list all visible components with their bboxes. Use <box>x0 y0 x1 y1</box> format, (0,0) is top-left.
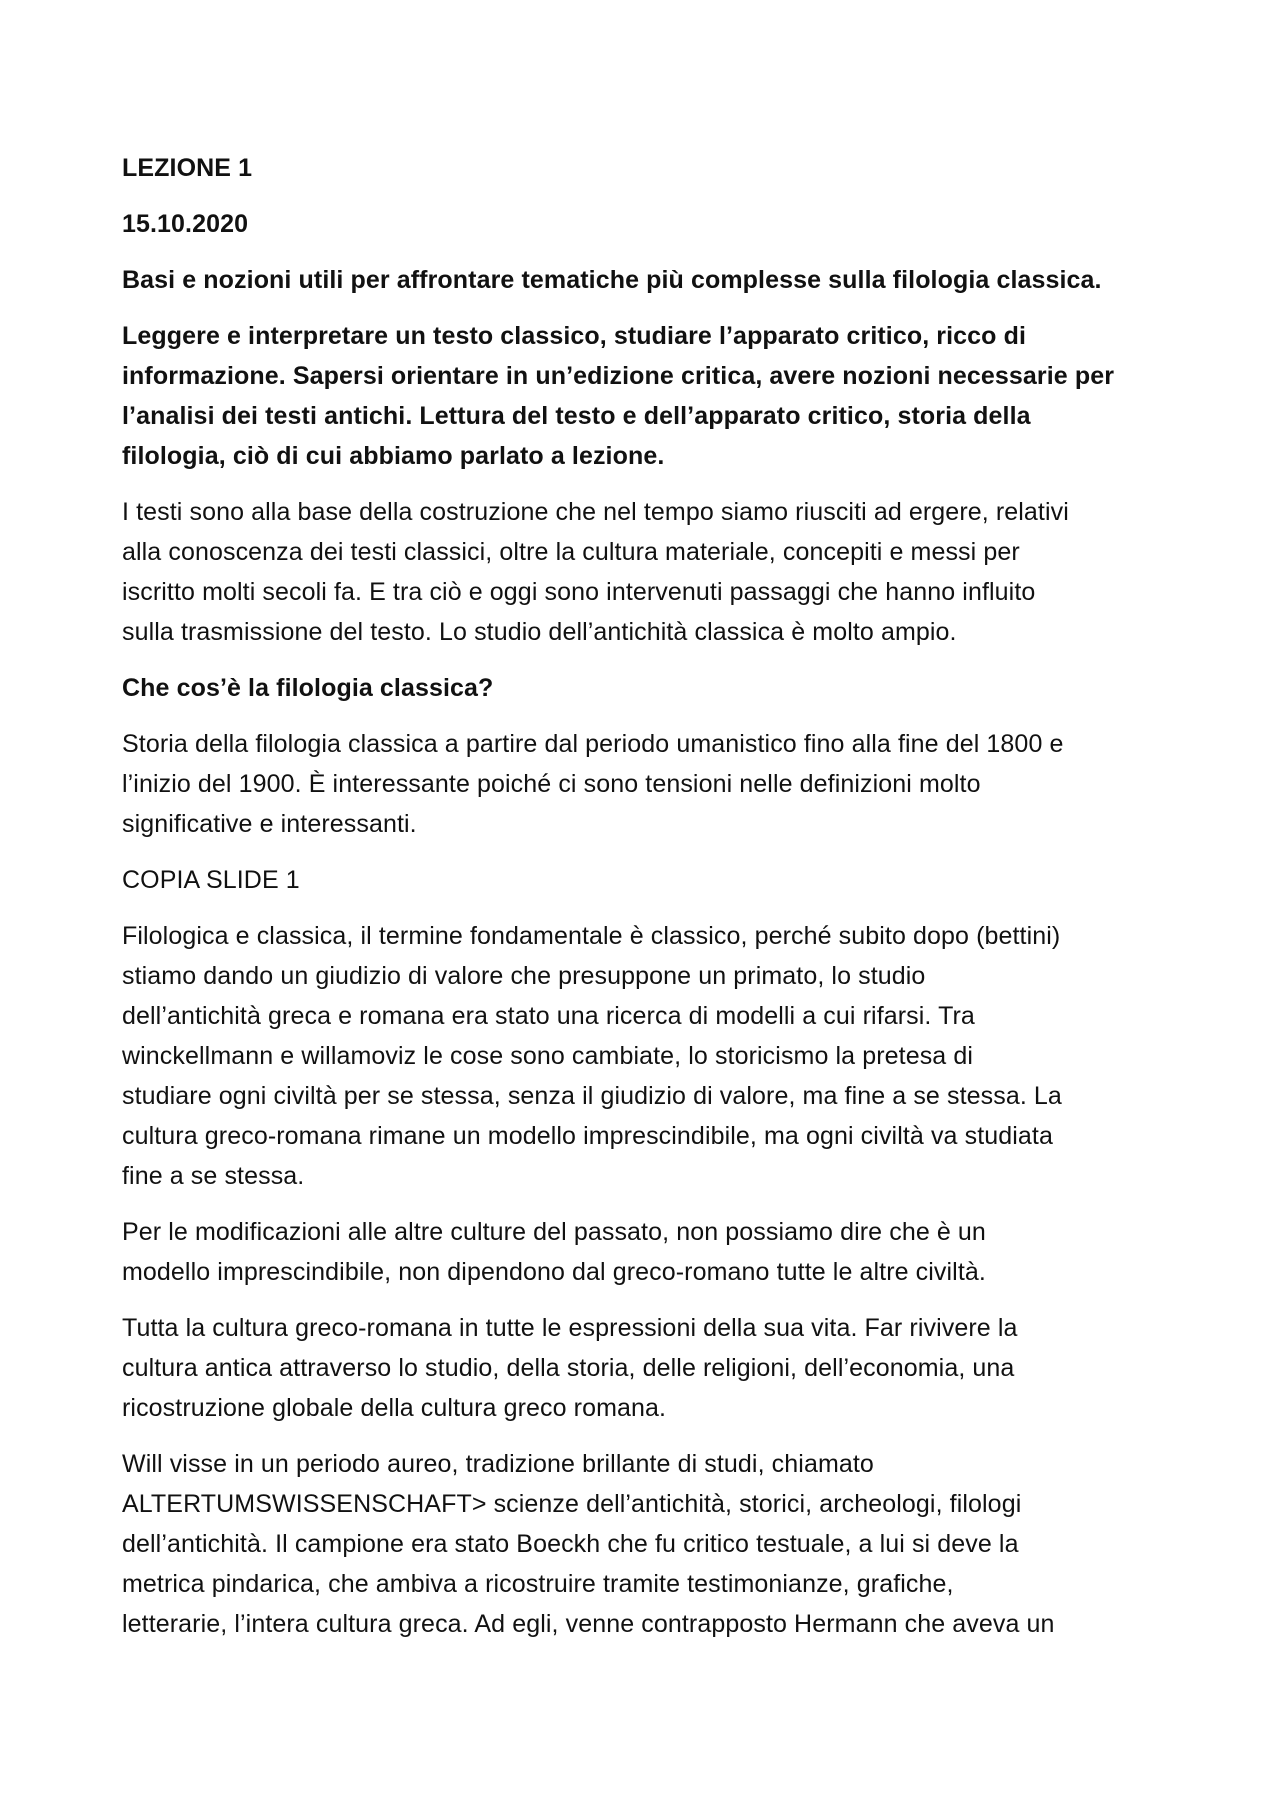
text-line: sulla trasmissione del testo. Lo studio dell’antichità classica è molto ampio. <box>122 618 957 646</box>
modifications-paragraph <box>122 1212 1172 1292</box>
text-line: fine a se stessa. <box>122 1162 305 1190</box>
text-line: Will visse in un periodo aureo, tradizione brillante di studi, chiamato <box>122 1450 874 1478</box>
document-page <box>122 148 1172 1660</box>
text-line: studiare ogni civiltà per se stessa, senza il giudizio di valore, ma fine a se stessa. La <box>122 1082 1062 1110</box>
text-line: cultura greco-romana rimane un modello imprescindibile, ma ogni civiltà va studiata <box>122 1122 1053 1150</box>
text-line: modello imprescindibile, non dipendono dal greco-romano tutte le altre civiltà. <box>122 1258 986 1286</box>
text-line: I testi sono alla base della costruzione che nel tempo siamo riusciti ad ergere, relativi <box>122 498 1069 526</box>
text-line: l’inizio del 1900. È interessante poiché ci sono tensioni nelle definizioni molto <box>122 770 981 798</box>
text-line: metrica pindarica, che ambiva a ricostruire tramite testimonianze, grafiche, <box>122 1570 954 1598</box>
text-line: winckellmann e willamoviz le cose sono cambiate, lo storicismo la pretesa di <box>122 1042 974 1070</box>
objectives-paragraph <box>122 316 1172 476</box>
text-line: alla conoscenza dei testi classici, oltre la cultura materiale, concepiti e messi per <box>122 538 1020 566</box>
text-line: filologia, ciò di cui abbiamo parlato a lezione. <box>122 442 665 470</box>
text-line: ricostruzione globale della cultura greco romana. <box>122 1394 667 1422</box>
slide-note: COPIA SLIDE 1 <box>122 866 300 894</box>
question-heading: Che cos’è la filologia classica? <box>122 674 494 702</box>
history-paragraph <box>122 724 1172 844</box>
text-line: letterarie, l’intera cultura greca. Ad egli, venne contrapposto Hermann che aveva un <box>122 1610 1055 1638</box>
text-line: ALTERTUMSWISSENSCHAFT> scienze dell’antichità, storici, archeologi, filologi <box>122 1490 1022 1518</box>
text-line: dell’antichità. Il campione era stato Boeckh che fu critico testuale, a lui si deve la <box>122 1530 1019 1558</box>
texts-paragraph <box>122 492 1172 652</box>
lesson-title: LEZIONE 1 <box>122 154 253 182</box>
text-line: iscritto molti secoli fa. E tra ciò e oggi sono intervenuti passaggi che hanno influito <box>122 578 1036 606</box>
intro-paragraph: Basi e nozioni utili per affrontare tematiche più complesse sulla filologia classica. <box>122 266 1102 294</box>
lesson-date: 15.10.2020 <box>122 210 249 238</box>
text-line: Per le modificazioni alle altre culture del passato, non possiamo dire che è un <box>122 1218 986 1246</box>
text-line: Storia della filologia classica a partire dal periodo umanistico fino alla fine del 1800 e <box>122 730 1064 758</box>
text-line: Tutta la cultura greco-romana in tutte le espressioni della sua vita. Far rivivere la <box>122 1314 1018 1342</box>
text-line: cultura antica attraverso lo studio, della storia, delle religioni, dell’economia, una <box>122 1354 1015 1382</box>
text-line: Leggere e interpretare un testo classico, studiare l’apparato critico, ricco di <box>122 322 1027 350</box>
culture-paragraph <box>122 1308 1172 1428</box>
text-line: dell’antichità greca e romana era stato una ricerca di modelli a cui rifarsi. Tra <box>122 1002 975 1030</box>
text-line: informazione. Sapersi orientare in un’edizione critica, avere nozioni necessarie per <box>122 362 1115 390</box>
text-line: significative e interessanti. <box>122 810 417 838</box>
text-line: Filologica e classica, il termine fondamentale è classico, perché subito dopo (bettini) <box>122 922 1061 950</box>
text-line: l’analisi dei testi antichi. Lettura del testo e dell’apparato critico, storia della <box>122 402 1031 430</box>
text-line: stiamo dando un giudizio di valore che presuppone un primato, lo studio <box>122 962 926 990</box>
will-paragraph <box>122 1444 1172 1644</box>
classical-paragraph <box>122 916 1172 1196</box>
